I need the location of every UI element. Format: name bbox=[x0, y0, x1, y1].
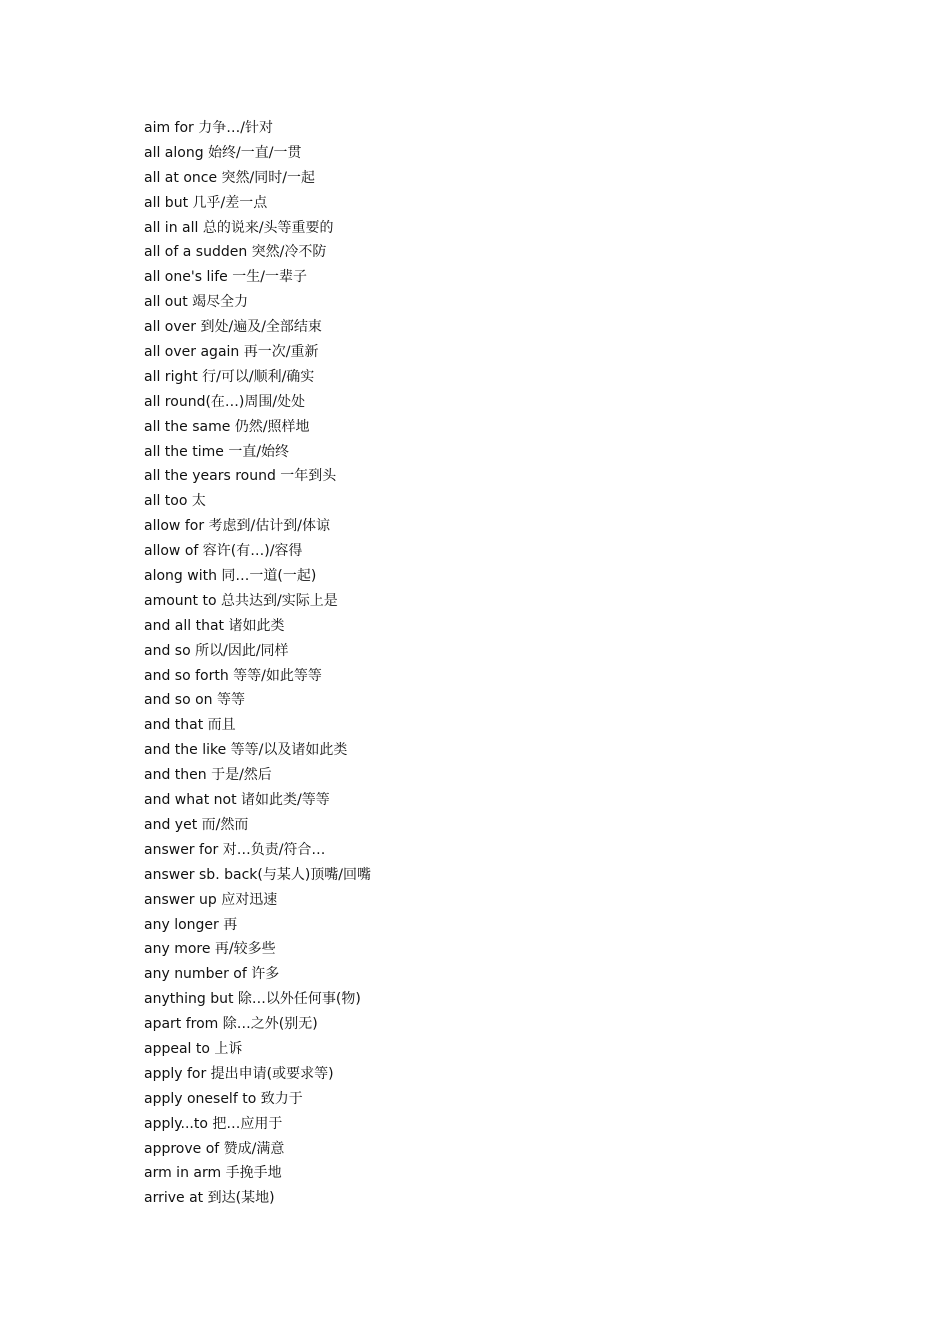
list-item: all of a sudden 突然/冷不防 bbox=[144, 244, 327, 261]
list-item: all right 行/可以/顺利/确实 bbox=[144, 368, 315, 385]
list-item: all the time 一直/始终 bbox=[144, 443, 290, 460]
list-item: all the same 仍然/照样地 bbox=[144, 418, 310, 435]
list-item: all but 几乎/差一点 bbox=[144, 194, 268, 211]
list-item: and so 所以/因此/同样 bbox=[144, 642, 289, 659]
list-item: all the years round 一年到头 bbox=[144, 468, 337, 485]
list-item: appeal to 上诉 bbox=[144, 1040, 243, 1057]
list-item: arrive at 到达(某地) bbox=[144, 1190, 275, 1207]
list-item: any number of 许多 bbox=[144, 966, 280, 983]
list-item: and the like 等等/以及诸如此类 bbox=[144, 742, 348, 759]
list-item: and so on 等等 bbox=[144, 692, 245, 709]
list-item: all at once 突然/同时/一起 bbox=[144, 169, 315, 186]
list-item: and so forth 等等/如此等等 bbox=[144, 667, 322, 684]
list-item: any more 再/较多些 bbox=[144, 941, 276, 958]
list-item: and that 而且 bbox=[144, 717, 236, 734]
list-item: arm in arm 手挽手地 bbox=[144, 1165, 282, 1182]
list-item: allow of 容许(有…)/容得 bbox=[144, 543, 303, 560]
list-item: aim for 力争…/针对 bbox=[144, 120, 273, 136]
list-item: all along 始终/一直/一贯 bbox=[144, 144, 302, 161]
list-item: all in all 总的说来/头等重要的 bbox=[144, 219, 334, 236]
list-item: anything but 除…以外任何事(物) bbox=[144, 991, 361, 1008]
list-item: all over again 再一次/重新 bbox=[144, 344, 319, 361]
list-item: apart from 除…之外(别无) bbox=[144, 1016, 318, 1033]
list-item: all round(在…)周围/处处 bbox=[144, 393, 306, 410]
list-item: and yet 而/然而 bbox=[144, 816, 249, 833]
list-item: answer sb. back(与某人)顶嘴/回嘴 bbox=[144, 866, 372, 883]
list-item: any longer 再 bbox=[144, 916, 238, 933]
list-item: apply...to 把…应用于 bbox=[144, 1115, 283, 1132]
list-item: and then 于是/然后 bbox=[144, 767, 272, 784]
list-item: all too 太 bbox=[144, 493, 206, 510]
list-item: and what not 诸如此类/等等 bbox=[144, 792, 330, 809]
list-item: all one's life 一生/一辈子 bbox=[144, 269, 307, 286]
list-item: along with 同…一道(一起) bbox=[144, 568, 317, 585]
list-item: all out 竭尽全力 bbox=[144, 294, 249, 311]
list-item: and all that 诸如此类 bbox=[144, 617, 285, 634]
list-item: answer for 对…负责/符合… bbox=[144, 841, 326, 858]
list-item: amount to 总共达到/实际上是 bbox=[144, 592, 338, 609]
phrase-list bbox=[144, 116, 371, 1211]
list-item: apply oneself to 致力于 bbox=[144, 1090, 303, 1107]
list-item: answer up 应对迅速 bbox=[144, 891, 278, 908]
list-item: all over 到处/遍及/全部结束 bbox=[144, 319, 322, 336]
list-item: apply for 提出申请(或要求等) bbox=[144, 1065, 334, 1082]
list-item: approve of 赞成/满意 bbox=[144, 1140, 285, 1157]
list-item: allow for 考虑到/估计到/体谅 bbox=[144, 518, 330, 535]
